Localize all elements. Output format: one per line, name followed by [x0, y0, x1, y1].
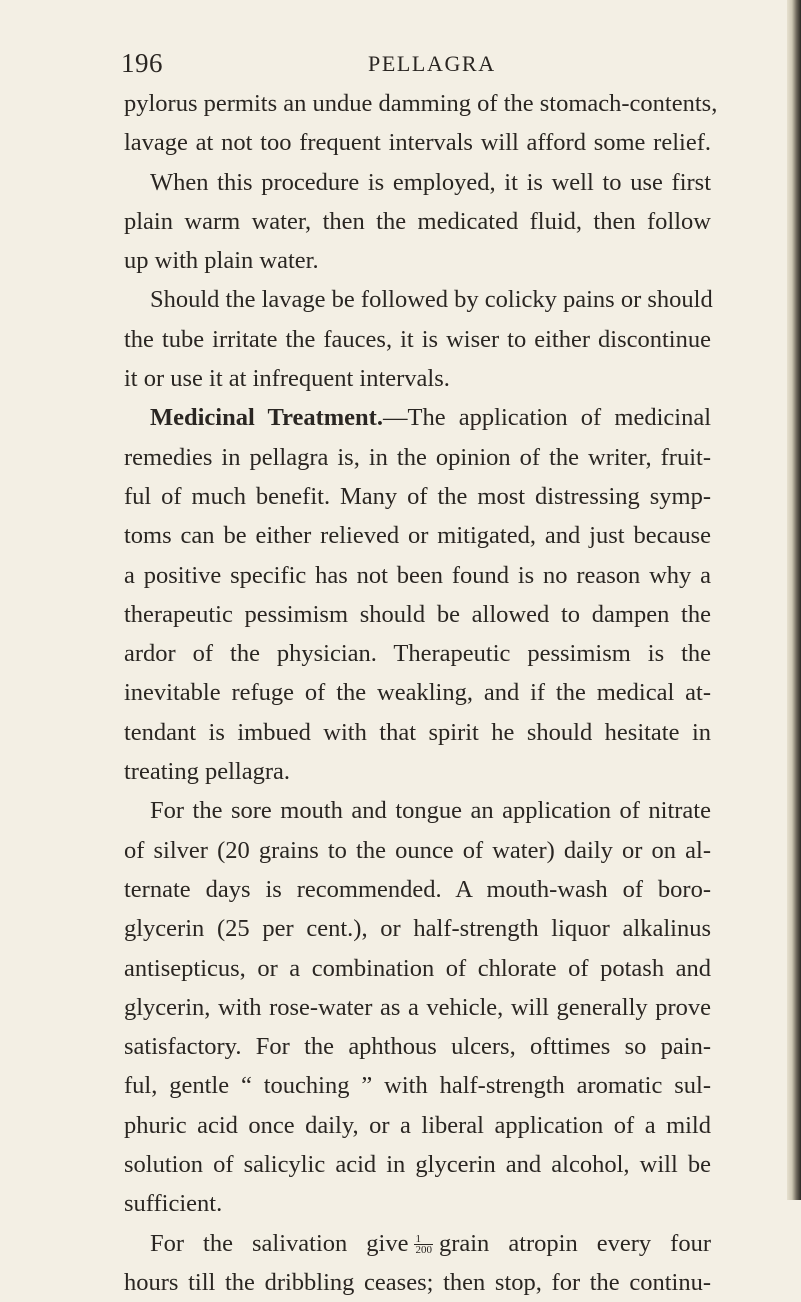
paragraph-end-line: it or use it at infrequent intervals.	[124, 365, 450, 393]
text-line: pylorus permits an undue damming of the stomach-contents,	[124, 90, 718, 117]
body-text	[124, 84, 718, 1302]
text-line: ful, gentle “ touching ” with half-strength aromatic sul-	[124, 1072, 711, 1100]
text-line: toms can be either relieved or mitigated, and just because	[124, 522, 711, 550]
text-line: inevitable refuge of the weakling, and if the medical at-	[124, 679, 711, 707]
paragraph-end-line: up with plain water.	[124, 247, 319, 275]
text-line: phuric acid once daily, or a liberal application of a mild	[124, 1111, 711, 1139]
page-edge-shadow	[787, 0, 801, 1200]
text-line: glycerin, with rose-water as a vehicle, will generally prove	[124, 993, 711, 1021]
section-heading: Medicinal Treatment.	[150, 404, 383, 432]
fraction-denominator: 200	[415, 1244, 432, 1257]
fraction-line-after: grain atropin every four	[438, 1229, 711, 1257]
page-number: 196	[121, 48, 163, 78]
page-header	[0, 48, 801, 82]
text-line: antisepticus, or a combination of chlorate of potash and	[124, 954, 711, 982]
text-line: ardor of the physician. Therapeutic pessimism is the	[124, 640, 711, 668]
text-line: therapeutic pessimism should be allowed to dampen the	[124, 600, 711, 628]
paragraph-start-line: Should the lavage be followed by colicky pains or should	[150, 286, 713, 314]
text-line: glycerin (25 per cent.), or half-strength liquor alkalinus	[124, 915, 711, 943]
text-line: tendant is imbued with that spirit he should hesitate in	[124, 718, 711, 746]
fraction	[414, 1234, 433, 1255]
fraction-numerator: 1	[414, 1234, 433, 1245]
fraction-line	[124, 1224, 711, 1263]
text-line: the tube irritate the fauces, it is wiser to either discontinue	[124, 325, 711, 353]
paragraph-start-line: For the sore mouth and tongue an application of nitrate	[150, 797, 711, 825]
section-heading-line	[124, 398, 711, 437]
text-line: solution of salicylic acid in glycerin and alcohol, will be	[124, 1151, 711, 1179]
paragraph-end-line: treating pellagra.	[124, 758, 290, 786]
paragraph-end-line: sufficient.	[124, 1190, 223, 1218]
text-line: satisfactory. For the aphthous ulcers, ofttimes so pain-	[124, 1033, 711, 1061]
text-line: lavage at not too frequent intervals will afford some relief.	[124, 129, 711, 157]
running-head: PELLAGRA	[368, 51, 496, 76]
fraction-line-before: For the salivation give	[150, 1229, 409, 1257]
text-line: plain warm water, then the medicated fluid, then follow	[124, 207, 711, 235]
text-line: remedies in pellagra is, in the opinion of the writer, fruit-	[124, 443, 711, 471]
section-heading-continuation: —The application of medicinal	[382, 404, 711, 432]
text-line: a positive specific has not been found is no reason why a	[124, 561, 711, 589]
text-line: ternate days is recommended. A mouth-wash of boro-	[124, 875, 711, 903]
text-line: ful of much benefit. Many of the most distressing symp-	[124, 482, 711, 510]
text-line: of silver (20 grains to the ounce of water) daily or on al-	[124, 836, 711, 864]
paragraph-start-line: When this procedure is employed, it is well to use first	[150, 168, 711, 196]
text-line: hours till the dribbling ceases; then stop, for the continu-	[124, 1268, 711, 1296]
